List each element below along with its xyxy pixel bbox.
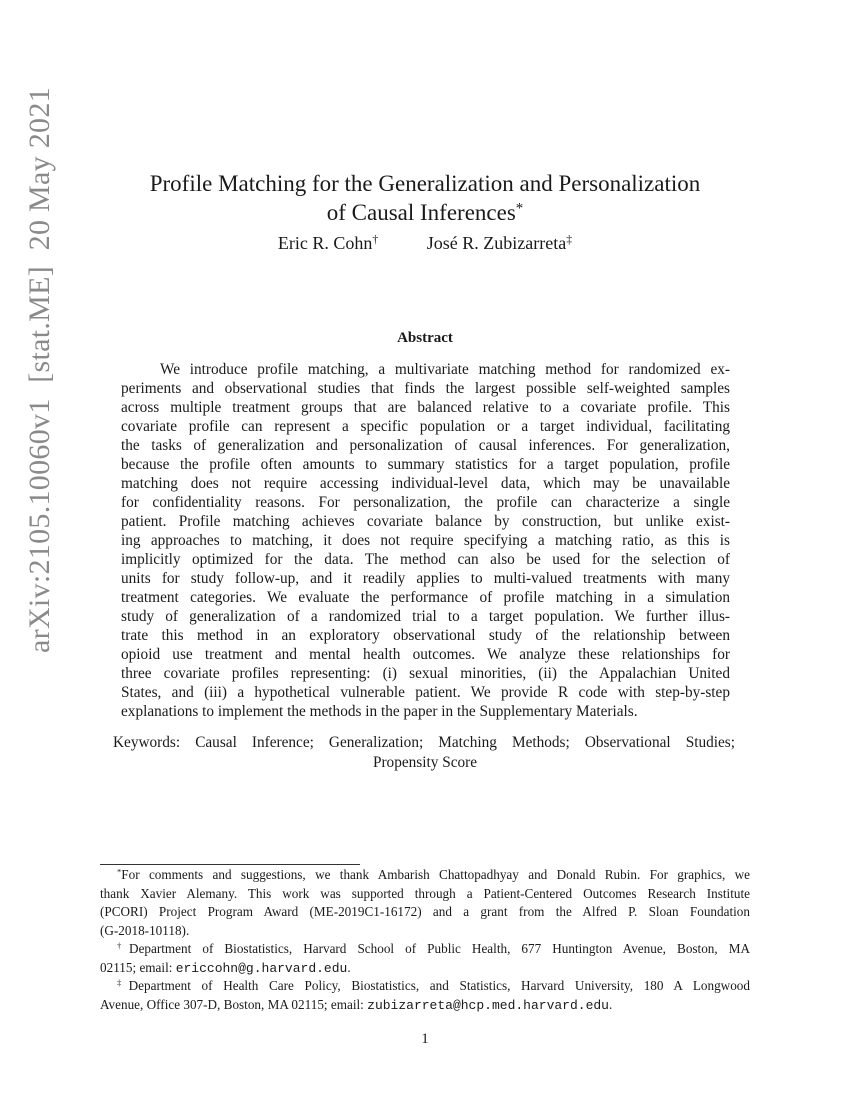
author-footnote-mark: † [372, 233, 379, 247]
abstract-line: opioid use treatment and mental health outcomes. We analyze these relationships for [121, 646, 730, 663]
footnote-rule [100, 864, 360, 865]
keywords-line-2: Propensity Score [372, 754, 478, 771]
abstract-line: periments and observational studies that finds the largest possible self-weighted samples [121, 380, 730, 397]
footnote-author-2-line-1 [117, 977, 750, 995]
paper-title-line-1: Profile Matching for the Generalization and Personalization [149, 171, 701, 196]
title-footnote-mark: * [515, 200, 524, 217]
abstract-line: ing approaches to matching, it does not require specifying a matching ratio, as this is [121, 532, 730, 549]
abstract-heading: Abstract [397, 330, 453, 346]
abstract-line: because the profile often amounts to summary statistics for a target population, profile [121, 456, 730, 473]
abstract-line: implicitly optimized for the data. The method can also be used for the selection of [121, 551, 730, 568]
arxiv-stamp: arXiv:2105.10060v1 [stat.ME] 20 May 2021 [23, 87, 56, 653]
abstract-line: We introduce profile matching, a multivariate matching method for randomized ex- [160, 361, 730, 378]
abstract-line: three covariate profiles representing: (i) sexual minorities, (ii) the Appalachian United [121, 665, 730, 682]
page-number: 1 [421, 1031, 429, 1047]
footnote-text: Department of Biostatistics, Harvard School of Public Health, 677 Huntington Avenue, Boston, MA [129, 941, 750, 956]
footnote-mark: † [117, 940, 130, 951]
footnote-text: Department of Health Care Policy, Biostatistics, and Statistics, Harvard University, 180 A Longwood [128, 978, 750, 993]
abstract-line: trate this method in an exploratory observational study of the relationship between [121, 627, 730, 644]
abstract-line: patient. Profile matching achieves covariate balance by construction, but unlike exist- [121, 513, 730, 530]
footnote-mark: ‡ [117, 977, 129, 988]
abstract-line: for confidentiality reasons. For personalization, the profile can characterize a single [121, 494, 730, 511]
abstract-line: covariate profile can represent a specific population or a target individual, facilitating [121, 418, 730, 435]
abstract-line: States, and (iii) a hypothetical vulnerable patient. We provide R code with step-by-step [121, 684, 730, 701]
footnote-text: 02115; email: [100, 959, 176, 975]
footnote-mark: * [117, 866, 122, 877]
footnote-line: (G-2018-10118). [100, 922, 190, 938]
footnote-line: (PCORI) Project Program Award (ME-2019C1-16172) and a grant from the Alfred P. Sloan Foundation [100, 904, 750, 919]
abstract-line: study of generalization of a randomized trial to a target population. We further illus- [121, 608, 730, 625]
author-name: José R. Zubizarreta [426, 233, 567, 253]
author-name: Eric R. Cohn [277, 233, 373, 253]
abstract-line: across multiple treatment groups that are balanced relative to a covariate profile. This [121, 399, 730, 416]
author-footnote-mark: ‡ [566, 233, 573, 247]
email-link[interactable]: ericcohn@g.harvard.edu [175, 960, 348, 976]
authors [0, 232, 850, 254]
author [278, 233, 378, 253]
paper-title-line-2 [0, 199, 850, 227]
footnote-line [117, 866, 750, 884]
abstract-line: explanations to implement the methods in the paper in the Supplementary Materials. [121, 703, 638, 720]
abstract-line: the tasks of generalization and personalization of causal inferences. For generalization, [121, 437, 730, 454]
footnote-author-1-line-2 [100, 959, 750, 977]
footnote-author-2-line-2 [100, 996, 750, 1014]
abstract-line: treatment categories. We evaluate the performance of profile matching in a simulation [121, 589, 730, 606]
title-text: of Causal Inferences [326, 200, 516, 225]
author [427, 233, 572, 253]
footnote-line: thank Xavier Alemany. This work was supported through a Patient-Centered Outcomes Research Institute [100, 885, 750, 901]
footnote-author-1-line-1 [117, 940, 750, 958]
footnote-text: . [347, 959, 351, 975]
keywords-line-1: Keywords: Causal Inference; Generalization; Matching Methods; Observational Studies; [113, 734, 735, 751]
abstract-line: units for study follow-up, and it readily applies to multi-valued treatments with many [121, 570, 730, 587]
email-link[interactable]: zubizarreta@hcp.med.harvard.edu [367, 997, 609, 1013]
footnote-text: Avenue, Office 307-D, Boston, MA 02115; email: [100, 996, 368, 1012]
footnote-text: For comments and suggestions, we thank Ambarish Chattopadhyay and Donald Rubin. For graphics, we [121, 867, 750, 882]
abstract-line: matching does not require accessing individual-level data, which may be unavailable [121, 475, 730, 492]
footnote-text: . [608, 996, 613, 1012]
